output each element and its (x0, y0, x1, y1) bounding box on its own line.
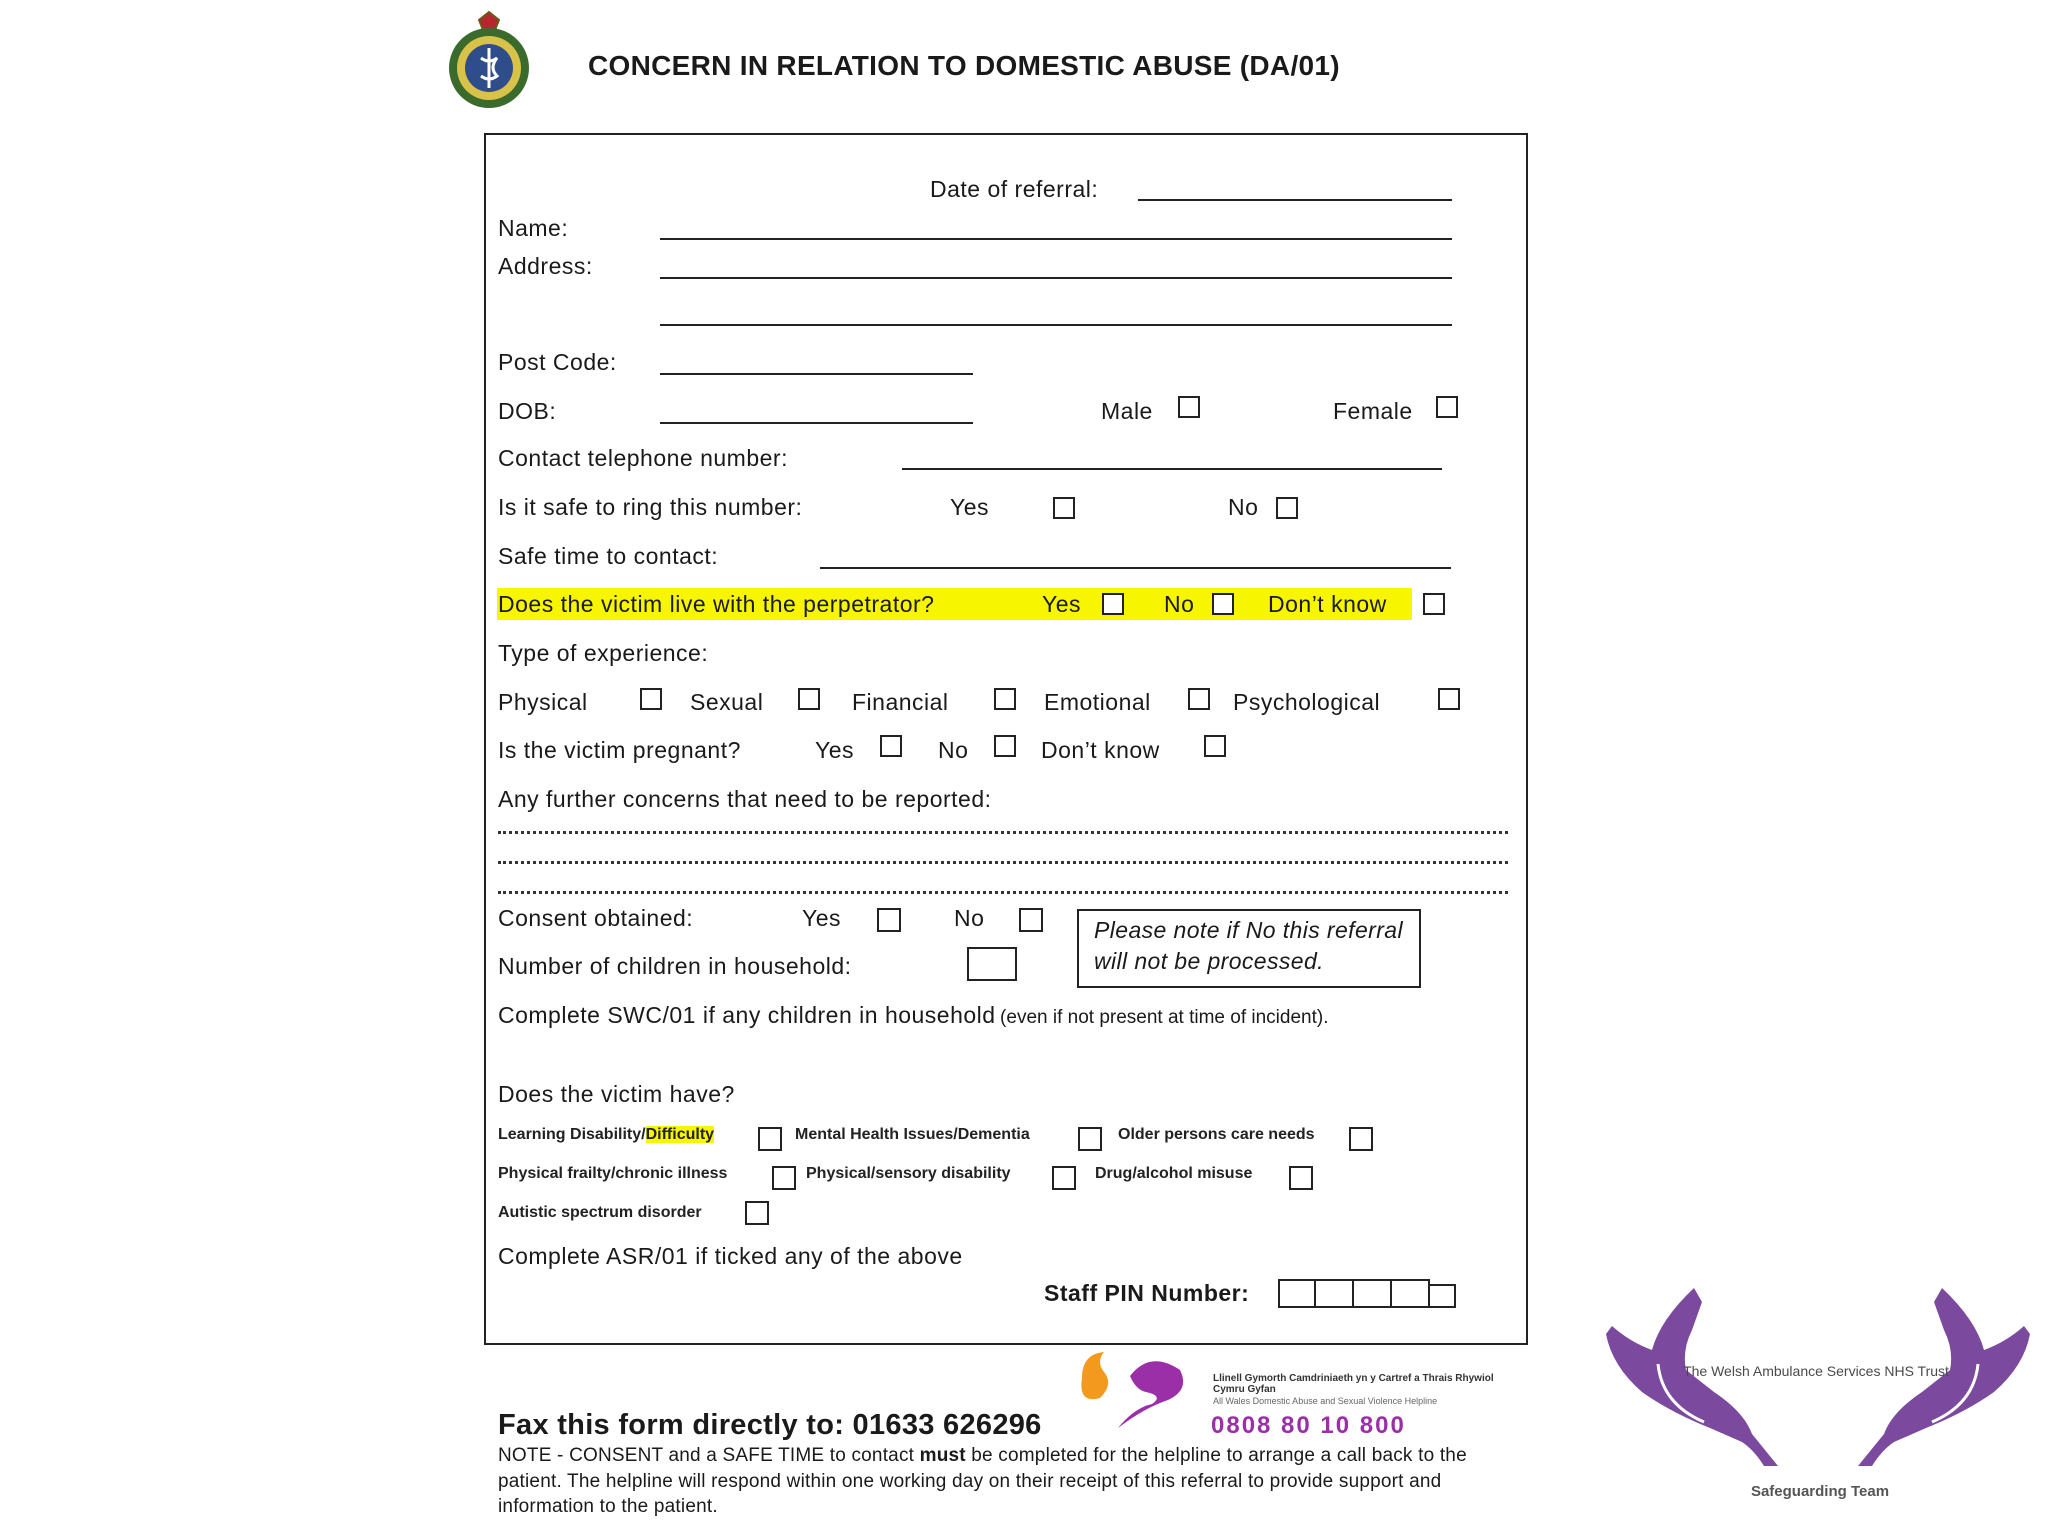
learning-disability-label (498, 1126, 714, 1144)
safe-time-field[interactable] (820, 567, 1451, 569)
footer-note-pre: NOTE - CONSENT and a SAFE TIME to contact (498, 1445, 920, 1466)
further-concerns-line-3[interactable] (498, 891, 1508, 894)
dob-field[interactable] (660, 422, 973, 424)
physical-label: Physical (498, 689, 588, 715)
asr-note: Complete ASR/01 if ticked any of the above (498, 1243, 963, 1269)
fax-instruction: Fax this form directly to: 01633 626296 (498, 1409, 1042, 1441)
live-with-perpetrator-dont-know-label: Don’t know (1268, 591, 1387, 617)
older-persons-label: Older persons care needs (1118, 1126, 1315, 1143)
autistic-label: Autistic spectrum disorder (498, 1204, 702, 1221)
pregnant-label: Is the victim pregnant? (498, 737, 741, 763)
pregnant-no-checkbox[interactable] (994, 735, 1016, 757)
type-of-experience-label: Type of experience: (498, 640, 709, 666)
pregnant-no-label: No (938, 737, 969, 763)
physical-frailty-checkbox[interactable] (772, 1166, 796, 1190)
contact-telephone-label: Contact telephone number: (498, 445, 788, 471)
sensory-disability-label: Physical/sensory disability (806, 1165, 1011, 1182)
older-persons-checkbox[interactable] (1349, 1127, 1373, 1151)
safeguarding-org-text: The Welsh Ambulance Services NHS Trust (1683, 1363, 1949, 1379)
name-label: Name: (498, 215, 569, 241)
staff-pin-box-3[interactable] (1354, 1279, 1392, 1308)
swc-note-main: Complete SWC/01 if any children in household (498, 1002, 996, 1028)
consent-label: Consent obtained: (498, 905, 694, 931)
dob-label: DOB: (498, 398, 557, 424)
address-field-1[interactable] (660, 277, 1452, 279)
safe-to-ring-label: Is it safe to ring this number: (498, 494, 803, 520)
safe-to-ring-no-checkbox[interactable] (1276, 497, 1298, 519)
live-with-perpetrator-yes-label: Yes (1042, 591, 1082, 617)
pregnant-yes-label: Yes (815, 737, 855, 763)
swc-note-paren: (even if not present at time of incident). (1000, 1007, 1329, 1028)
staff-pin-box-5[interactable] (1430, 1284, 1456, 1308)
sensory-disability-checkbox[interactable] (1052, 1166, 1076, 1190)
safeguarding-team-text: Safeguarding Team (1750, 1483, 1890, 1500)
safeguarding-hands-logo (1598, 1284, 2038, 1484)
consent-no-checkbox[interactable] (1019, 908, 1043, 932)
date-of-referral-label: Date of referral: (930, 176, 1099, 202)
safe-to-ring-yes-checkbox[interactable] (1053, 497, 1075, 519)
pregnant-yes-checkbox[interactable] (880, 735, 902, 757)
address-field-2[interactable] (660, 324, 1452, 326)
male-checkbox[interactable] (1178, 396, 1200, 418)
date-of-referral-field[interactable] (1138, 199, 1452, 201)
safe-to-ring-yes-label: Yes (950, 494, 990, 520)
form-title: CONCERN IN RELATION TO DOMESTIC ABUSE (DA/01) (588, 50, 1340, 81)
physical-frailty-label: Physical frailty/chronic illness (498, 1165, 728, 1182)
post-code-label: Post Code: (498, 349, 617, 375)
live-with-perpetrator-label: Does the victim live with the perpetrator? (498, 591, 935, 617)
sexual-label: Sexual (690, 689, 764, 715)
male-label: Male (1101, 398, 1153, 424)
learning-disability-prefix: Learning Disability/ (498, 1126, 646, 1143)
helpline-number: 0808 80 10 800 (1211, 1412, 1406, 1439)
psychological-label: Psychological (1233, 689, 1381, 715)
helpline-welsh-text: Llinell Gymorth Camdriniaeth yn y Cartref a Thrais Rhywiol Cymru Gyfan (1213, 1373, 1494, 1395)
staff-pin-boxes[interactable] (1278, 1279, 1456, 1308)
ambulance-crest-logo (436, 6, 542, 112)
consent-note-text: Please note if No this referral will not be processed. (1094, 917, 1403, 974)
consent-yes-checkbox[interactable] (877, 908, 901, 932)
post-code-field[interactable] (660, 373, 973, 375)
learning-disability-checkbox[interactable] (758, 1127, 782, 1151)
staff-pin-box-2[interactable] (1316, 1279, 1354, 1308)
victim-have-label: Does the victim have? (498, 1081, 735, 1107)
children-count-label: Number of children in household: (498, 953, 852, 979)
psychological-checkbox[interactable] (1438, 688, 1460, 710)
address-label: Address: (498, 253, 593, 279)
staff-pin-box-4[interactable] (1392, 1279, 1430, 1308)
pregnant-dont-know-checkbox[interactable] (1204, 735, 1226, 757)
footer-note-post: be completed for the helpline to arrange a call back to the patient. The helpline will respond within one working day on their receipt of this referral to provide support and information to the patient. (498, 1445, 1467, 1517)
financial-checkbox[interactable] (994, 688, 1016, 710)
name-field[interactable] (660, 238, 1452, 240)
contact-telephone-field[interactable] (902, 468, 1442, 470)
financial-label: Financial (852, 689, 949, 715)
female-checkbox[interactable] (1436, 396, 1458, 418)
mental-health-checkbox[interactable] (1078, 1127, 1102, 1151)
emotional-checkbox[interactable] (1188, 688, 1210, 710)
consent-no-label: No (954, 905, 985, 931)
consent-yes-label: Yes (802, 905, 842, 931)
live-with-perpetrator-no-checkbox[interactable] (1212, 593, 1234, 615)
mental-health-label: Mental Health Issues/Dementia (795, 1126, 1030, 1143)
female-label: Female (1333, 398, 1413, 424)
staff-pin-label: Staff PIN Number: (1044, 1280, 1250, 1306)
pregnant-dont-know-label: Don’t know (1041, 737, 1160, 763)
physical-checkbox[interactable] (640, 688, 662, 710)
helpline-english-text: All Wales Domestic Abuse and Sexual Violence Helpline (1213, 1396, 1438, 1406)
live-with-perpetrator-yes-checkbox[interactable] (1102, 593, 1124, 615)
live-with-perpetrator-dont-know-checkbox[interactable] (1423, 593, 1445, 615)
emotional-label: Emotional (1044, 689, 1151, 715)
further-concerns-line-2[interactable] (498, 861, 1508, 864)
footer-note-must: must (919, 1445, 966, 1466)
helpline-swirl-logo (1074, 1348, 1190, 1430)
sexual-checkbox[interactable] (798, 688, 820, 710)
drug-alcohol-checkbox[interactable] (1289, 1166, 1313, 1190)
further-concerns-line-1[interactable] (498, 831, 1508, 834)
staff-pin-box-1[interactable] (1278, 1279, 1316, 1308)
autistic-checkbox[interactable] (745, 1201, 769, 1225)
safe-time-label: Safe time to contact: (498, 543, 719, 569)
live-with-perpetrator-no-label: No (1164, 591, 1195, 617)
further-concerns-label: Any further concerns that need to be reported: (498, 786, 992, 812)
learning-disability-highlight: Difficulty (645, 1126, 715, 1143)
footer-note (498, 1443, 1528, 1520)
children-count-field[interactable] (967, 947, 1017, 981)
safe-to-ring-no-label: No (1228, 494, 1259, 520)
drug-alcohol-label: Drug/alcohol misuse (1095, 1165, 1253, 1182)
swc-note (498, 1000, 1448, 1034)
